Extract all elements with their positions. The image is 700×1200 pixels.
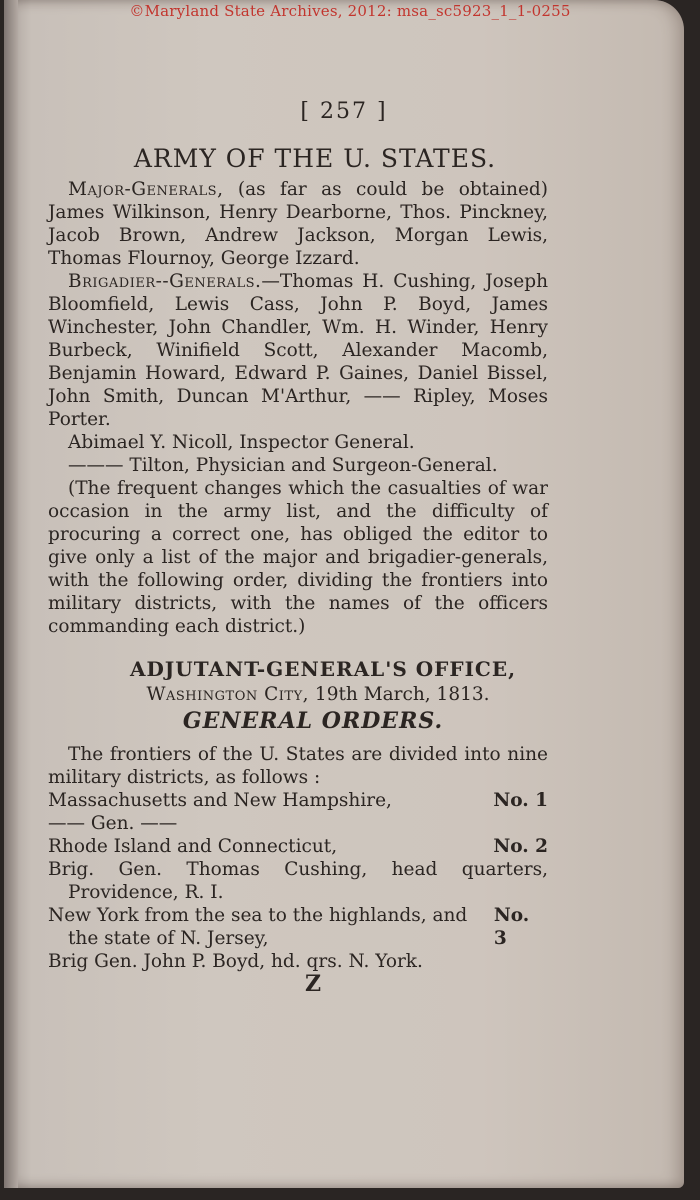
inspector-general-line: Abimael Y. Nicoll, Inspector General. — [68, 432, 415, 453]
district-commander: Brig. Gen. Thomas Cushing, head quarters, Providence, R. I. — [48, 859, 548, 903]
page-binding-shadow — [4, 0, 18, 1188]
editor-note: (The frequent changes which the casualties of war occasion in the army list, and the difficulty of procuring a correct one, has obliged the editor to give only a list of the major and brigadier-generals, with the following order, dividing the frontiers into military districts, with the names of the officers commanding each district.) — [48, 478, 548, 637]
district-row — [48, 835, 548, 858]
orders-intro: The frontiers of the U. States are divided into nine military districts, as follows : — [48, 744, 548, 788]
district-name: Rhode Island and Connecticut, — [48, 836, 338, 857]
archive-watermark: ©Maryland State Archives, 2012: msa_sc5923_1_1-0255 — [129, 2, 571, 20]
major-generals-label: Major-Generals, — [68, 179, 224, 200]
general-orders-heading: GENERAL ORDERS. — [182, 708, 444, 734]
district-number: No. 3 — [493, 905, 530, 949]
district-row — [48, 789, 548, 812]
page-text — [48, 100, 548, 996]
major-generals-list: (as far as could be obtained) James Wilkinson, Henry Dearborne, Thos. Pinckney, Jacob Brown, Andrew Jackson, Morgan Lewis, Thomas Flournoy, George Izzard. — [48, 179, 548, 269]
brigadier-generals-paragraph — [48, 270, 548, 431]
district-name: Massachusetts and New Hampshire, — [48, 790, 392, 811]
dateline-date: 19th March, 1813. — [309, 684, 490, 705]
office-dateline — [88, 683, 548, 706]
district-number: No. 2 — [493, 836, 548, 857]
signature-mark: Z — [304, 971, 322, 997]
district-number: No. 1 — [493, 790, 548, 811]
district-name: New York from the sea to the highlands, and the state of N. Jersey, — [48, 905, 468, 949]
brigadier-generals-label: Brigadier--Generals. — [68, 271, 262, 292]
office-heading: ADJUTANT-GENERAL'S OFFICE, — [129, 657, 517, 681]
district-commander: —— Gen. —— — [48, 813, 178, 834]
page-title: ARMY OF THE U. STATES. — [133, 144, 497, 173]
district-commander: Brig Gen. John P. Boyd, hd. qrs. N. York. — [48, 951, 423, 972]
district-row — [48, 904, 548, 950]
major-generals-paragraph — [48, 178, 548, 270]
physician-general-line: ——— Tilton, Physician and Surgeon-General. — [68, 455, 498, 476]
page-number: [ 257 ] — [300, 99, 388, 124]
dateline-city: Washington City, — [146, 684, 310, 705]
brigadier-generals-list: —Thomas H. Cushing, Joseph Bloomfield, Lewis Cass, John P. Boyd, James Winchester, John Chandler, Wm. H. Winder, Henry Burbeck, Winifield Scott, Alexander Macomb, Benjamin Howard, Edward P. Gaines, Daniel Bissel, John Smith, Duncan M'Arthur, —— Ripley, Moses Porter. — [48, 271, 548, 430]
